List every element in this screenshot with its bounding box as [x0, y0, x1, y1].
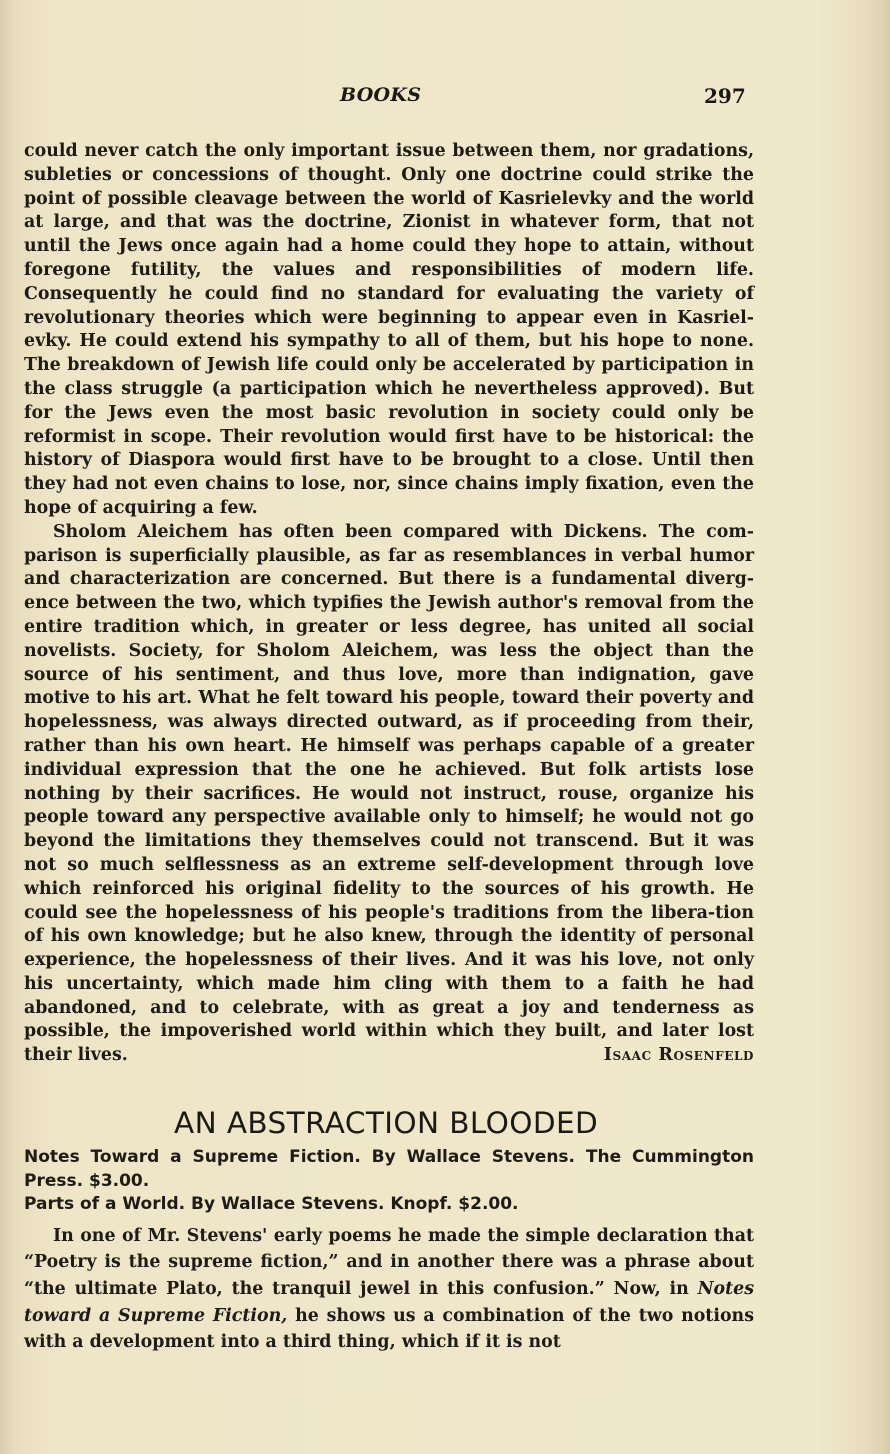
review-body-book-title: Notes toward a Supreme Fiction, — [24, 1279, 754, 1326]
review-paragraph-1: could never catch the only important issue between them, nor gradations, subleties or concessions of thought. Only one doctrine could strike the point of possible cleavage between the world of Kasrielevky and the world at large, and that was the doctrine, Zionist in whatever form, that not until the Jews once again had a home could they hope to attain, without foregone futility, the values and responsibilities of modern life. Consequently he could find no standard for evaluating the variety of revolutionary theories which were beginning to appear even in Kasriel-evky. He could extend his sympathy to all of them, but his hope to none. The breakdown of Jewish life could only be accelerated by participation in the class struggle (a participation which he nevertheless approved). But for the Jews even the most basic revolution in society could only be reformist in scope. Their revolution would first have to be historical: the history of Diaspora would first have to be brought to a close. Until then they had not even chains to lose, nor, since chains imply fixation, even the hope of acquiring a few. — [24, 141, 754, 518]
page-number: 297 — [704, 84, 746, 108]
review-heading: AN ABSTRACTION BLOODED — [174, 1106, 599, 1141]
book-entry-1: Notes Toward a Supreme Fiction. By Wallace Stevens. The Cummington Press. $3.00. — [24, 1147, 754, 1191]
book-entry-2: Parts of a World. By Wallace Stevens. Knopf. $2.00. — [24, 1194, 519, 1215]
review-body-text-2: he shows us a combination of the two notions with a development into a third thing, which if it is not — [24, 1305, 754, 1353]
running-head — [0, 84, 890, 114]
review-paragraph-2: Sholom Aleichem has often been compared with Dickens. The com-parison is superficially plausible, as far as resemblances in verbal humor and characterization are concerned. But there is a fundamental diverg-ence between the two, which typifies the Jewish author's removal from the entire tradition which, in greater or less degree, has united all social novelists. Society, for Sholom Aleichem, was less the object than the source of his sentiment, and thus love, more than indignation, gave motive to his art. What he felt toward his people, toward their poverty and hopelessness, was always directed outward, as if proceeding from their, rather than his own heart. He himself was perhaps capable of a greater individual expression that the one he achieved. But folk artists lose nothing by their sacrifices. He would not instruct, rouse, organize his people toward any perspective available only to himself; he would not go beyond the limitations they themselves could not transcend. But it was not so much selflessness as an extreme self-development through love which reinforced his original fidelity to the sources of his growth. He could see the hopelessness of his people's traditions from the libera-tion of his own knowledge; but he also knew, through the identity of personal experience, the hopelessness of their lives. And it was his love, not only his uncertainty, which made him cling with them to a faith he had abandoned, and to celebrate, with as great a joy and tenderness as possible, the impoverished world within which they built, and later lost their lives. — [24, 521, 754, 1066]
review-author-signature: Isaac Rosenfeld — [603, 1045, 754, 1066]
running-head-title: BOOKS — [340, 84, 422, 106]
review-body-paragraph — [24, 1223, 754, 1356]
text-column — [24, 140, 754, 1356]
review-body-text-1: In one of Mr. Stevens' early poems he made the simple declaration that “Poetry is the supreme fiction,” and in another there was a phrase about “the ultimate Plato, the tranquil jewel in this confusion.” Now, in — [24, 1225, 754, 1300]
reviewed-books — [24, 1146, 754, 1217]
